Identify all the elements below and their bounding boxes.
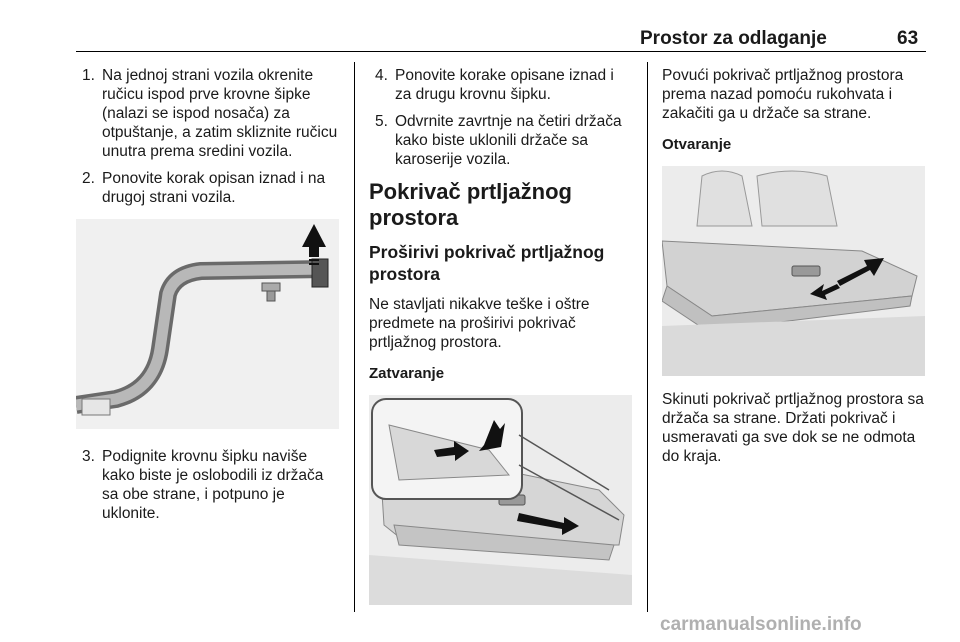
step-number: 2.	[82, 170, 95, 187]
section-heading: Pokrivač prtljažnog prostora	[369, 179, 572, 230]
steps-list	[76, 447, 344, 523]
page-title: Prostor za odlaganje	[640, 28, 827, 49]
roof-bar-illustration	[76, 219, 339, 429]
step-text: Ponovite korak opisan iznad i na drugoj strani vozila.	[102, 170, 326, 206]
header-divider	[76, 51, 926, 52]
step-number: 3.	[82, 448, 95, 465]
steps-list	[76, 66, 344, 207]
list-item	[369, 66, 633, 104]
column-divider	[354, 62, 355, 612]
column-1	[76, 66, 344, 531]
list-item	[76, 447, 344, 523]
opening-illustration	[662, 166, 925, 376]
step-text: Ponovite korake opisane iznad i za drugu krovnu šipku.	[395, 67, 614, 103]
step-text: Na jednoj strani vozila okrenite ručicu ispod prve krovne šipke (nalazi se ispod nosača) za otpuštanje, a zatim skliznite ručicu unutra prema sredini vozila.	[102, 67, 338, 160]
column-2	[369, 66, 633, 605]
body-text: Skinuti pokrivač prtljažnog prostora sa držača sa strane. Držati pokrivač i usmeravati ga sve dok se ne odmota do kraja.	[662, 391, 924, 465]
steps-list	[369, 66, 633, 169]
list-item	[369, 112, 633, 169]
intro-text: Povući pokrivač prtljažnog prostora prema nazad pomoću rukohvata i zakačiti ga u držače sa strane.	[662, 67, 904, 122]
step-number: 4.	[375, 67, 388, 84]
page-number: 63	[897, 28, 919, 49]
step-number: 1.	[82, 67, 95, 84]
column-3	[662, 66, 932, 476]
watermark: carmanualsonline.info	[660, 614, 862, 635]
step-text: Podignite krovnu šipku naviše kako biste je oslobodili iz držača sa obe strane, i potpuno je uklonite.	[102, 448, 324, 522]
closing-label: Zatvaranje	[369, 365, 445, 382]
list-item	[76, 66, 344, 161]
column-divider	[647, 62, 648, 612]
step-text: Odvrnite zavrtnje na četiri držača kako biste uklonili držače sa karoserije vozila.	[395, 113, 622, 168]
list-item	[76, 169, 344, 207]
opening-label: Otvaranje	[662, 136, 732, 153]
warning-text: Ne stavljati nikakve teške i oštre predmete na proširivi pokrivač prtljažnog prostora.	[369, 296, 590, 351]
closing-illustration	[369, 395, 632, 605]
step-number: 5.	[375, 113, 388, 130]
subsection-heading: Proširivi pokrivač prtljažnog prostora	[369, 242, 605, 284]
